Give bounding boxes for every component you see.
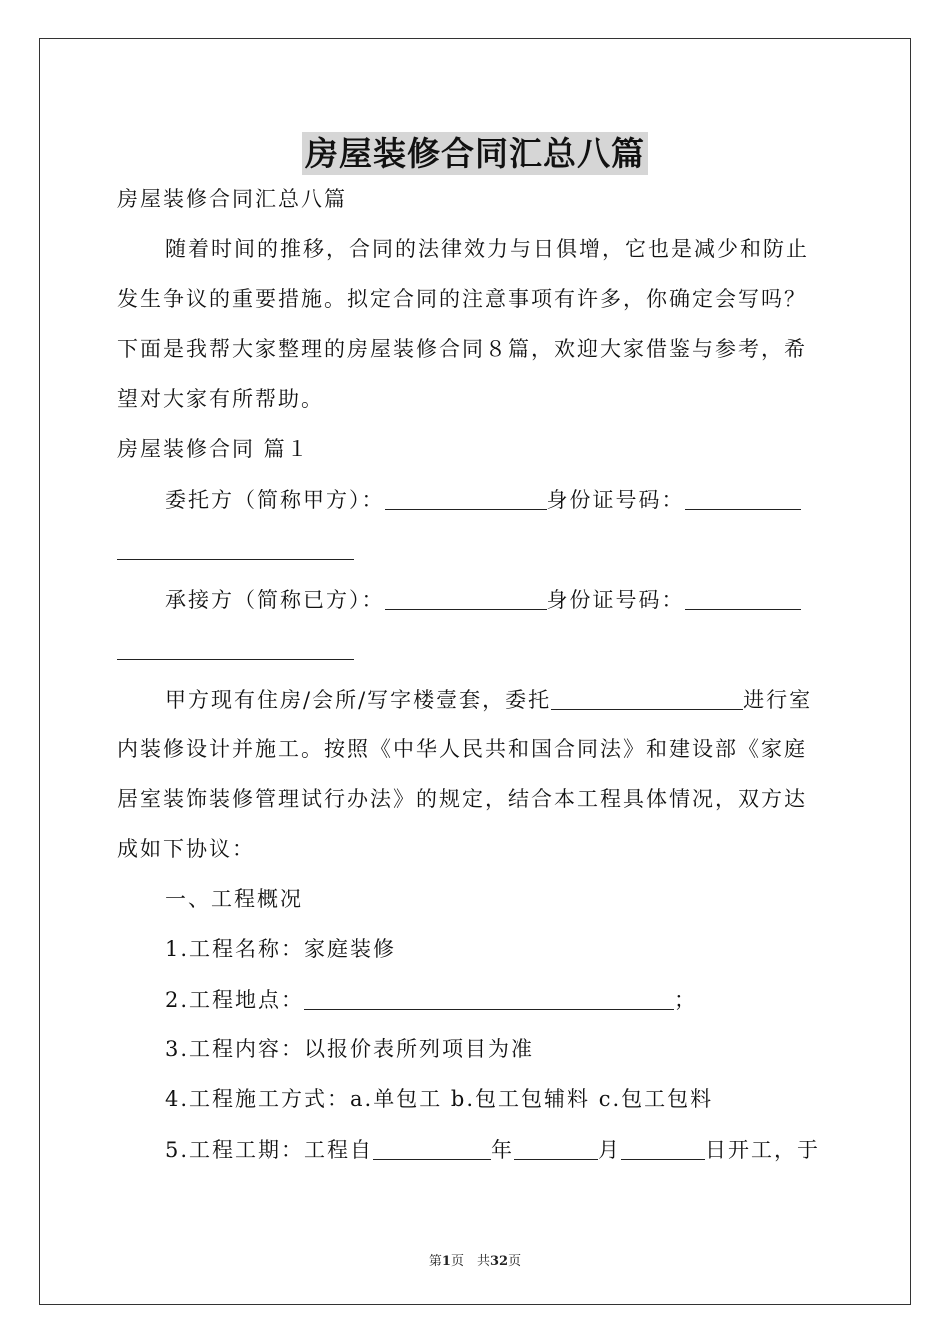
para-b-line-3: 成如下协议：	[117, 837, 255, 861]
footer-page-number: 1	[441, 1254, 451, 1269]
para-a-start: 甲方现有住房/会所/写字楼壹套，委托	[165, 688, 552, 712]
item-2-end: ；	[674, 988, 698, 1012]
month-blank	[514, 1139, 598, 1160]
item-5-year: 年	[491, 1138, 515, 1162]
item-5-month: 月	[598, 1138, 622, 1162]
para-b-line-1: 内装修设计并施工。按照《中华人民共和国合同法》和建设部《家庭	[117, 737, 807, 761]
footer-page-prefix: 第	[428, 1254, 442, 1269]
para-b-line-2: 居室装饰装修管理试行办法》的规定，结合本工程具体情况，双方达	[117, 787, 807, 811]
intro-line-3: 下面是我帮大家整理的房屋装修合同８篇，欢迎大家借鉴与参考，希	[117, 337, 807, 361]
contractor-id-blank	[685, 589, 801, 610]
footer-page-suffix: 页 共	[450, 1254, 490, 1269]
subtitle: 房屋装修合同汇总八篇	[117, 187, 347, 211]
location-blank	[304, 989, 674, 1010]
contractor-id-label: 身份证号码：	[546, 588, 685, 612]
intro-line-1: 随着时间的推移，合同的法律效力与日俱增，它也是减少和防止	[165, 237, 809, 261]
client-name-blank	[385, 489, 547, 510]
overview-heading: 一、工程概况	[165, 887, 303, 911]
item-2	[165, 989, 885, 1011]
para-a-end: 进行室	[743, 688, 813, 712]
intro-line-4: 望对大家有所帮助。	[117, 387, 324, 411]
footer-total-suffix: 页	[508, 1254, 522, 1269]
contractor-id-blank-cont	[117, 639, 354, 660]
intro-line-2: 发生争议的重要措施。拟定合同的注意事项有许多，你确定会写吗？	[117, 287, 807, 311]
item-3: 3.工程内容：以报价表所列项目为准	[165, 1037, 535, 1061]
item-5	[165, 1139, 885, 1161]
item-5-tail: 日开工，于	[705, 1138, 821, 1162]
client-id-continuation	[117, 539, 837, 561]
item-5-label: 5.工程工期：工程自	[165, 1138, 374, 1162]
page-footer	[0, 1250, 950, 1269]
footer-total-pages: 32	[489, 1254, 509, 1269]
page-border	[39, 38, 911, 1305]
item-1: 1.工程名称：家庭装修	[165, 937, 397, 961]
client-id-label: 身份证号码：	[546, 488, 685, 512]
document-title: 房屋装修合同汇总八篇	[0, 128, 950, 175]
contractor-id-continuation	[117, 639, 837, 661]
contractor-line	[165, 589, 885, 611]
client-line	[165, 489, 885, 511]
day-blank	[621, 1139, 705, 1160]
client-id-blank-cont	[117, 539, 354, 560]
year-blank	[373, 1139, 491, 1160]
entrusted-party-blank	[551, 689, 743, 710]
para-a-line	[165, 689, 885, 711]
section-heading: 房屋装修合同 篇１	[117, 437, 310, 461]
client-id-blank	[685, 489, 801, 510]
contractor-name-blank	[385, 589, 547, 610]
client-label: 委托方（简称甲方）：	[165, 488, 385, 512]
item-2-label: 2.工程地点：	[165, 988, 305, 1012]
item-4: 4.工程施工方式：a.单包工 b.包工包辅料 c.包工包料	[165, 1087, 714, 1111]
contractor-label: 承接方（简称已方）：	[165, 588, 385, 612]
